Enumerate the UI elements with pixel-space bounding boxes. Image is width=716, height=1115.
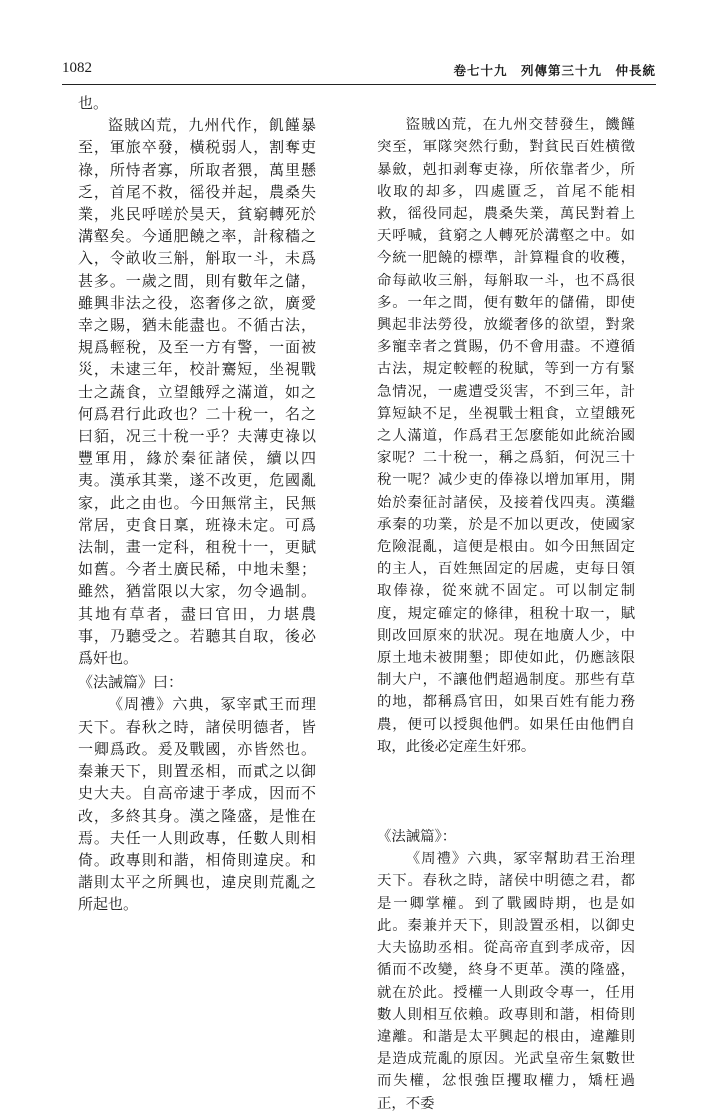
page-number: 1082: [62, 60, 92, 76]
translation-paragraph-1: 盜賊凶荒，在九州交替發生，饑饉突至，軍隊突然行動，對貧民百姓横徵暴斂，剋扣剥奪吏祿，所依靠者少，所收取的却多，四處匱乏，首尾不能相救，徭役同起，農桑失業，萬民對着上天呼喊，貧窮之人轉死於溝壑之中。如今統一肥饒的標準，計算糧食的收穫，命每畝收三斛，每斛取一斗，也不爲很多。一年之間，便有數年的儲備，即使興起非法勞役，放縱奢侈的欲望，對衆多寵幸者之賞賜，仍不會用盡。不遵循古法，規定較輕的稅賦，等到一方有緊急情况，一處遭受災害，不到三年，計算短缺不足，坐視戰士粗食，立望餓死之人滿道，作爲君王怎麽能如此統治國家呢？二十稅一，稱之爲貊，何況三十稅一呢？减少吏的俸祿以增加軍用，開始於秦征討諸侯，及接着伐四夷。漢繼承秦的功業，於是不加以更改，使國家危險混亂，這便是根由。如今田無固定的主人，百姓無固定的居處，吏每日領取俸祿，從來就不固定。可以制定制度，規定確定的條律，租稅十取一，賦則改回原來的狀况。現在地廣人少，中原土地未被開墾；即使如此，仍應該限制大户，不讓他們超過制度。那些有草的地，都稱爲官田，如果百姓有能力務農，便可以授與他們。如果任由他們自取，此後必定産生奸邪。: [377, 117, 635, 755]
translation-gap: [377, 758, 635, 824]
original-text-column: [78, 92, 316, 916]
page-header: [62, 60, 656, 82]
running-head: 卷七十九 列傳第三十九 仲長統: [453, 63, 656, 78]
header-rule: [62, 84, 656, 85]
original-section-heading: 《法誡篇》曰：: [78, 673, 184, 692]
original-paragraph-2: 《周禮》六典，冢宰貳王而理天下。春秋之時，諸侯明德者，皆一卿爲政。爰及戰國，亦皆然也。秦兼天下，則置丞相，而貳之以御史大夫。自高帝逮于孝成，因而不改，多終其身。漢之隆盛，是惟在焉。夫任一人則政專，任數人則相倚。政專則和諧，相倚則違戾。和諧則太平之所興也，違戾則荒亂之所起也。: [78, 695, 316, 914]
translation-paragraph-2: 《周禮》六典，冢宰幫助君王治理天下。春秋之時，諸侯中明德之君，都是一卿掌權。到了戰國時期，也是如此。秦兼并天下，則設置丞相，以御史大夫協助丞相。從高帝直到孝成帝，因循而不改變，終身不更革。漢的隆盛，就在於此。授權一人則政令專一，任用數人則相互依賴。政專則和諧，相倚則違離。和諧是太平興起的根由，違離則是造成荒亂的原因。光武皇帝生氣數世而失權，忿恨強臣攫取權力，矯枉過正，不委: [377, 851, 635, 1112]
original-paragraph-0: 也。: [78, 94, 109, 112]
translation-section-heading: 《法誡篇》：: [377, 829, 457, 846]
original-paragraph-1: 盜賊凶荒，九州代作，飢饉暴至，軍旅卒發，橫税弱人，割奪吏祿，所恃者寡，所取者猥，萬里懸乏，首尾不救，徭役并起，農桑失業，兆民呼嗟於昊天，貧窮轉死於溝壑矣。今通肥饒之率，計稼穡之入，令畝收三斛，斛取一斗，未爲甚多。一歲之間，則有數年之儲，雖興非法之役，恣奢侈之欲，廣愛幸之賜，猶未能盡也。不循古法，規爲輕稅，及至一方有警，一面被災，未逮三年，校計騫短，坐視戰士之蔬食，立望餓殍之滿道，如之何爲君行此政也？二十稅一，名之曰貊，况三十稅一乎？夫薄吏祿以豐軍用，緣於秦征諸侯，續以四夷。漢承其業，遂不改更，危國亂家，此之由也。今田無常主，民無常居，吏食日稟，班祿未定。可爲法制，畫一定科，租稅十一，更賦如舊。今者土廣民稀，中地未墾；雖然，猶當限以大家，勿令過制。其地有草者，盡曰官田，力堪農事，乃聽受之。若聽其自取，後必爲奸也。: [78, 116, 316, 668]
translation-column: [377, 92, 635, 1115]
translation-spacer: [377, 92, 635, 114]
